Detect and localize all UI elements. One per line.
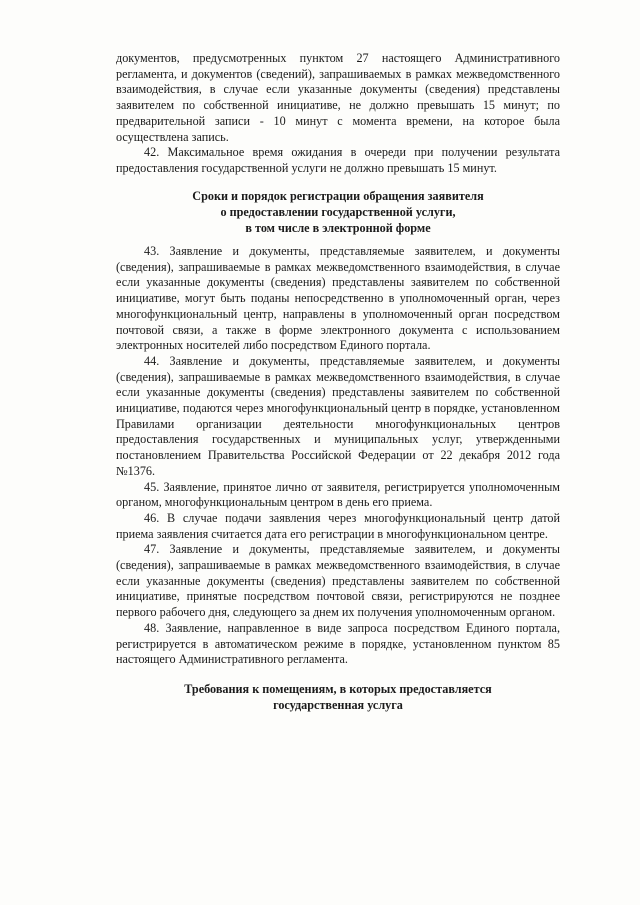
body-paragraphs [116, 244, 560, 668]
section-heading-registration [116, 188, 560, 236]
section-heading-registration-line-2: о предоставлении государственной услуги, [220, 205, 456, 219]
section-heading-registration-line-1: Сроки и порядок регистрации обращения заявителя [192, 189, 484, 203]
paragraph-44: 44. Заявление и документы, представляемые заявителем, и документы (сведения), запрашиваемые в рамках межведомственного взаимодействия, в случае если указанные документы (сведения) представлены заявителем по собственной инициативе, подаются через многофункциональный центр в порядке, установленном Правилами организации деятельности многофункциональных центров предоставления государственных и муниципальных услуг, утвержденными постановлением Правительства Российской Федерации от 22 декабря 2012 года №1376. [116, 353, 560, 478]
section-heading-registration-line-3: в том числе в электронной форме [245, 221, 431, 235]
section-heading-premises [116, 681, 560, 713]
paragraph-43: 43. Заявление и документы, представляемые заявителем, и документы (сведения), запрашиваемые в рамках межведомственного взаимодействия, в случае если указанные документы (сведения) представлены заявителем по собственной инициативе, могут быть поданы непосредственно в уполномоченный орган, через многофункциональный центр, направлены в уполномоченный орган посредством почтовой связи, а также в форме электронного документа с использованием электронных носителей либо посредством Единого портала. [116, 244, 560, 353]
intro-paragraph-block [116, 51, 560, 177]
paragraph-47: 47. Заявление и документы, представляемые заявителем, и документы (сведения), запрашиваемые в рамках межведомственного взаимодействия, в случае если указанные документы (сведения) представлены заявителем по собственной инициативе, принятые посредством почтовой связи, регистрируются не позднее первого рабочего дня, следующего за днем их получения уполномоченным органом. [116, 542, 560, 620]
paragraph-45: 45. Заявление, принятое лично от заявителя, регистрируется уполномоченным органом, многофункциональным центром в день его приема. [116, 479, 560, 510]
paragraph-46: 46. В случае подачи заявления через многофункциональный центр датой приема заявления считается дата его регистрации в многофункциональном центре. [116, 510, 560, 541]
intro-paragraph: документов, предусмотренных пунктом 27 настоящего Административного регламента, и документов (сведений), запрашиваемых в рамках межведомственного взаимодействия, в случае если указанные документы (сведения) представлены заявителем по собственной инициативе, не должно превышать 15 минут; по предварительной записи - 10 минут с момента времени, на которое была осуществлена запись. [116, 51, 560, 144]
paragraph-42: 42. Максимальное время ожидания в очереди при получении результата предоставления государственной услуги не должно превышать 15 минут. [116, 145, 560, 175]
section-heading-premises-line-2: государственная услуга [273, 698, 403, 712]
paragraph-48: 48. Заявление, направленное в виде запроса посредством Единого портала, регистрируется в автоматическом режиме в порядке, установленном пунктом 85 настоящего Административного регламента. [116, 620, 560, 667]
section-heading-premises-line-1: Требования к помещениям, в которых предоставляется [184, 682, 492, 696]
